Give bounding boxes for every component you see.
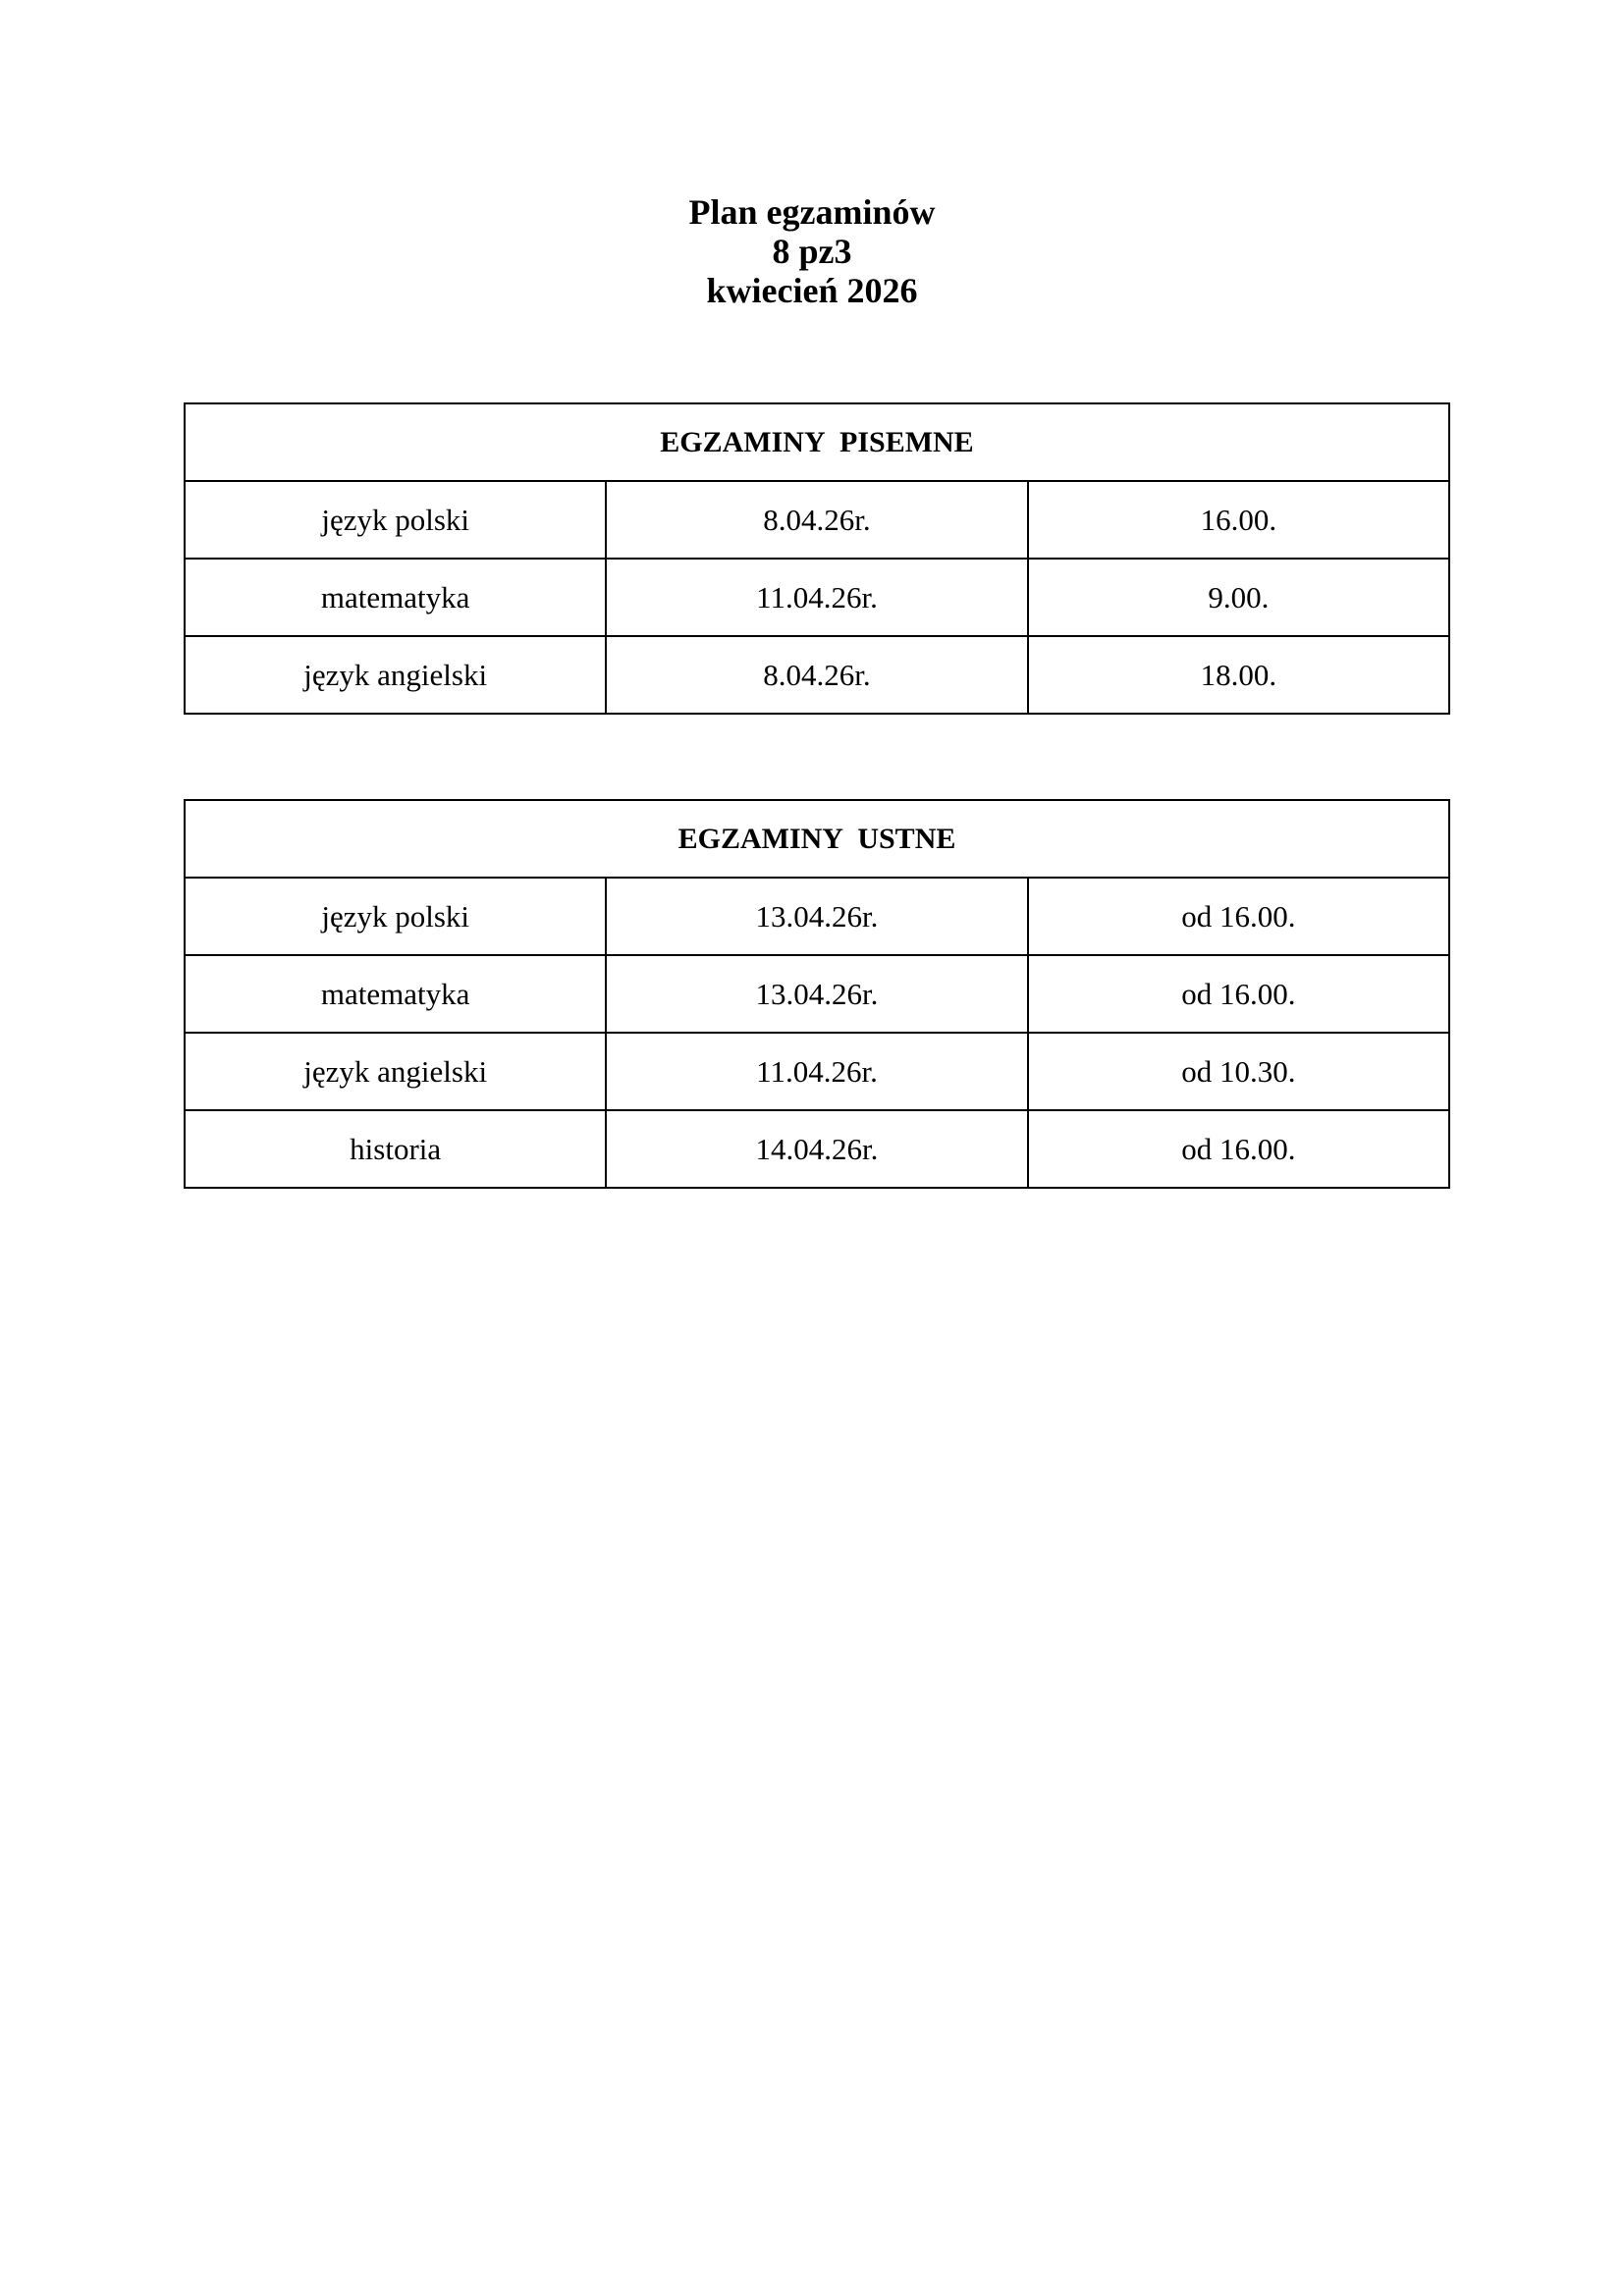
- subject-cell: język angielski: [185, 636, 606, 714]
- time-cell: 16.00.: [1028, 481, 1449, 559]
- time-cell: 18.00.: [1028, 636, 1449, 714]
- table-row: [185, 636, 1449, 714]
- time-cell: od 16.00.: [1028, 1110, 1449, 1188]
- table-row: [185, 1110, 1449, 1188]
- oral-exams-table: [184, 799, 1450, 1189]
- subject-cell: matematyka: [185, 955, 606, 1033]
- time-cell: od 16.00.: [1028, 878, 1449, 955]
- document-title: Plan egzaminów: [688, 192, 936, 232]
- document-heading: [0, 192, 1624, 310]
- date-cell: 8.04.26r.: [606, 636, 1027, 714]
- subject-cell: matematyka: [185, 559, 606, 636]
- exam-period: kwiecień 2026: [706, 271, 918, 310]
- subject-cell: język polski: [185, 481, 606, 559]
- subject-cell: historia: [185, 1110, 606, 1188]
- date-cell: 11.04.26r.: [606, 559, 1027, 636]
- date-cell: 13.04.26r.: [606, 955, 1027, 1033]
- time-cell: od 16.00.: [1028, 955, 1449, 1033]
- written-exams-heading: EGZAMINY PISEMNE: [185, 403, 1449, 481]
- oral-exams-heading: EGZAMINY USTNE: [185, 800, 1449, 878]
- subject-cell: język polski: [185, 878, 606, 955]
- table-header-row: [185, 403, 1449, 481]
- table-row: [185, 1033, 1449, 1110]
- written-exams-table: [184, 402, 1450, 715]
- date-cell: 14.04.26r.: [606, 1110, 1027, 1188]
- time-cell: od 10.30.: [1028, 1033, 1449, 1110]
- table-row: [185, 559, 1449, 636]
- table-row: [185, 481, 1449, 559]
- date-cell: 8.04.26r.: [606, 481, 1027, 559]
- table-row: [185, 955, 1449, 1033]
- date-cell: 13.04.26r.: [606, 878, 1027, 955]
- date-cell: 11.04.26r.: [606, 1033, 1027, 1110]
- table-row: [185, 878, 1449, 955]
- class-name: 8 pz3: [772, 232, 852, 271]
- subject-cell: język angielski: [185, 1033, 606, 1110]
- table-header-row: [185, 800, 1449, 878]
- time-cell: 9.00.: [1028, 559, 1449, 636]
